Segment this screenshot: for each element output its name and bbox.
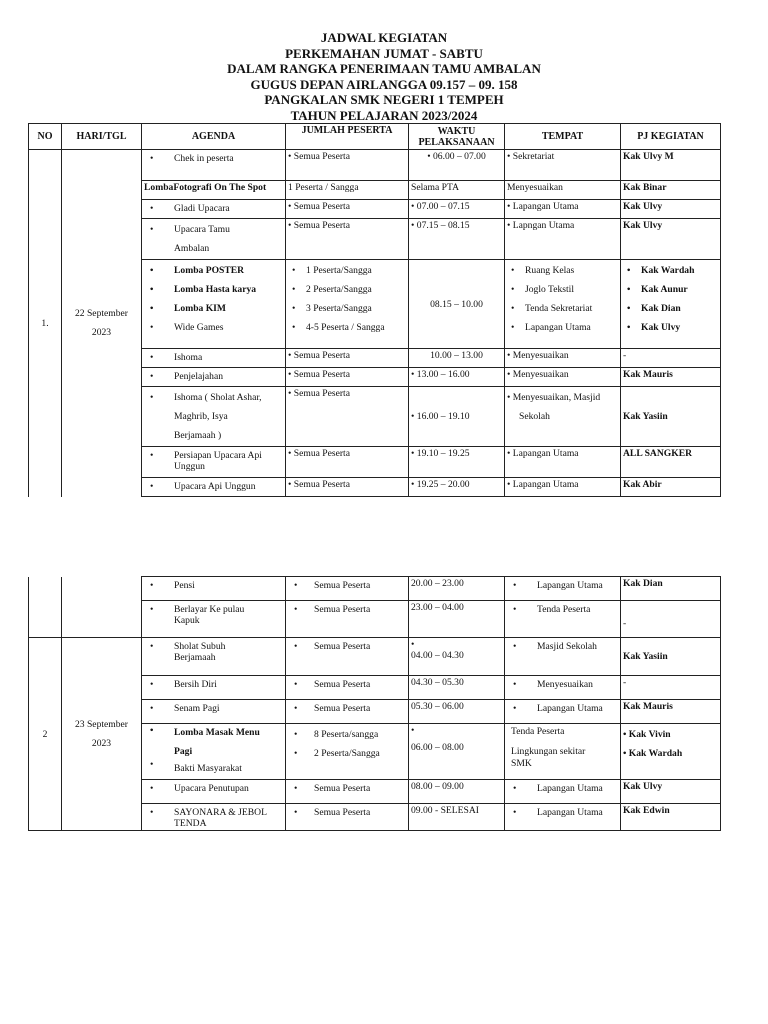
agenda-item: • Lomba Hasta karya [148, 280, 283, 299]
jumlah-item: • Semua Peserta [292, 805, 406, 818]
waktu-cell [409, 638, 505, 676]
agenda-item: • Lomba POSTER [148, 261, 283, 280]
agenda-line-1: • Sholat Subuh [174, 641, 226, 652]
jumlah-cell [286, 219, 409, 260]
tempat-cell [505, 150, 621, 181]
header-tempat: TEMPAT [505, 124, 621, 150]
pj-line-1: • Kak Vivin [623, 725, 718, 744]
header-jumlah: JUMLAH PESERTA [286, 124, 409, 150]
pj-item: • Kak Dian [627, 299, 718, 318]
tempat-item: • Lapangan Utama [511, 781, 618, 794]
pj-cell: - [621, 601, 721, 638]
tempat-item: • Tenda Sekretariat [511, 299, 618, 318]
header-agenda: AGENDA [142, 124, 286, 150]
jumlah-text: • Semua Peserta [288, 388, 350, 399]
jumlah-item: • 2 Peserta/Sangga [292, 744, 406, 763]
day-date-1: 23 September [74, 719, 129, 730]
tempat-line-2: Lingkungan sekitar [511, 746, 586, 757]
tempat-line-2: Sekolah [519, 411, 550, 422]
agenda-line-1: • Berlayar Ke pulau [174, 604, 245, 615]
tempat-cell [505, 478, 621, 497]
tempat-cell [505, 638, 621, 676]
tempat-cell [505, 260, 621, 349]
tempat-text: • Sekretariat [507, 151, 554, 162]
tempat-line-3: SMK [511, 758, 532, 769]
tempat-text: • Menyesuaikan [507, 369, 569, 380]
header-no: NO [29, 124, 62, 150]
pj-cell: Kak Ulvy [621, 200, 721, 219]
tempat-cell [505, 219, 621, 260]
waktu-text: • 07.15 – 08.15 [411, 220, 470, 231]
agenda-cell [142, 804, 286, 831]
title-line-6: TAHUN PELAJARAN 2023/2024 [290, 107, 478, 123]
waktu-cell: 08.00 – 09.00 [409, 780, 505, 804]
agenda-item: Fotografi On The Spot [173, 182, 267, 193]
tempat-cell [505, 780, 621, 804]
waktu-text: • 07.00 – 07.15 [411, 201, 470, 212]
jumlah-cell [286, 447, 409, 478]
tempat-text: • Lapangan Utama [507, 201, 579, 212]
waktu-cell [409, 724, 505, 780]
tempat-text: • Lapangan Utama [507, 479, 579, 490]
agenda-line-3: Berjamaah ) [174, 430, 222, 441]
tempat-cell [505, 676, 621, 700]
day-number: 1. [41, 317, 49, 329]
header-row [29, 124, 721, 150]
jumlah-cell [286, 368, 409, 387]
waktu-cell [409, 387, 505, 447]
jumlah-text: • Semua Peserta [288, 479, 350, 490]
jumlah-cell [286, 577, 409, 601]
tempat-cell [505, 447, 621, 478]
waktu-cell: 23.00 – 04.00 [409, 601, 505, 638]
day-number: 2 [42, 728, 48, 740]
agenda-item-text: Wide Games [174, 322, 224, 333]
agenda-item: • Senam Pagi [148, 701, 283, 714]
day-date-2: 2023 [91, 738, 112, 749]
waktu-mark: • [411, 725, 415, 736]
tempat-line-1: Tenda Peserta [511, 726, 565, 737]
waktu-cell [409, 478, 505, 497]
agenda-item: • Chek in peserta [148, 151, 283, 164]
day-date-cell [62, 150, 142, 497]
tempat-item: • Joglo Tekstil [511, 280, 618, 299]
jumlah-item: • Semua Peserta [292, 701, 406, 714]
tempat-cell [505, 200, 621, 219]
agenda-line-1: • Upacara Tamu [174, 224, 230, 235]
agenda-item [148, 448, 283, 472]
pj-cell: - [621, 349, 721, 368]
waktu-text: 04.00 – 04.30 [411, 650, 464, 661]
waktu-cell: 08.15 – 10.00 [409, 260, 505, 349]
agenda-item: • Gladi Upacara [148, 201, 283, 214]
title-line-5: PANGKALAN SMK NEGERI 1 TEMPEH [264, 92, 504, 107]
agenda-cell [142, 601, 286, 638]
waktu-cell: 05.30 – 06.00 [409, 700, 505, 724]
jumlah-cell [286, 676, 409, 700]
pj-cell: Kak Mauris [621, 368, 721, 387]
title-line-3: DALAM RANGKA PENERIMAAN TAMU AMBALAN [227, 61, 541, 76]
agenda-cell [142, 260, 286, 349]
table-row [29, 638, 721, 676]
jumlah-item: • Semua Peserta [292, 781, 406, 794]
tempat-item: • Menyesuaikan [511, 677, 618, 690]
agenda-cell [142, 638, 286, 676]
agenda-cell [142, 387, 286, 447]
day-date-cell [62, 577, 142, 638]
jumlah-text: • Semua Peserta [288, 350, 350, 361]
pj-cell: Kak Edwin [621, 804, 721, 831]
agenda-line-2: Ambalan [174, 243, 210, 254]
agenda-item [148, 388, 283, 445]
jumlah-cell [286, 601, 409, 638]
tempat-cell [505, 349, 621, 368]
jumlah-item: • 2 Peserta/Sangga [292, 280, 406, 299]
agenda-cell [142, 150, 286, 181]
tempat-item: • Masjid Sekolah [511, 639, 618, 652]
title-line-4: GUGUS DEPAN AIRLANGGA 09.157 – 09. 158 [250, 76, 518, 92]
day-number-cell [29, 577, 62, 638]
agenda-line-2: TENDA [174, 818, 207, 829]
jumlah-cell [286, 638, 409, 676]
waktu-cell: 10.00 – 13.00 [409, 349, 505, 368]
waktu-cell [409, 368, 505, 387]
tempat-cell [505, 368, 621, 387]
tempat-text: • Menyesuaikan [507, 350, 569, 361]
agenda-cell [142, 577, 286, 601]
pj-cell: - [621, 676, 721, 700]
pj-cell: Kak Yasiin [621, 638, 721, 676]
agenda-cell [142, 181, 286, 200]
agenda-item: • Bakti Masyarakat [148, 757, 283, 774]
agenda-cell [142, 700, 286, 724]
tempat-line-1: • Menyesuaikan, Masjid [507, 388, 618, 407]
jumlah-cell [286, 200, 409, 219]
waktu-mark: • [411, 639, 415, 650]
jumlah-cell [286, 780, 409, 804]
agenda-cell [142, 676, 286, 700]
agenda-item: • Ishoma [148, 350, 283, 363]
agenda-item [148, 805, 283, 829]
day-date-cell [62, 638, 142, 831]
waktu-cell [409, 200, 505, 219]
jumlah-item: • Semua Peserta [292, 677, 406, 690]
agenda-item: • Penjelajahan [148, 369, 283, 382]
jumlah-item: • Semua Peserta [292, 578, 406, 591]
agenda-line-2: Unggun [174, 461, 205, 472]
agenda-cell [142, 200, 286, 219]
tempat-item: • Ruang Kelas [511, 261, 618, 280]
waktu-text: • 06.00 – 07.00 [427, 151, 486, 162]
agenda-cell [142, 349, 286, 368]
pj-cell: Kak Yasiin [621, 387, 721, 447]
tempat-cell [505, 387, 621, 447]
jumlah-cell [286, 724, 409, 780]
waktu-text: • 16.00 – 19.10 [411, 411, 470, 422]
agenda-item: • Pensi [148, 578, 283, 591]
agenda-line-1: • Persiapan Upacara Api [174, 450, 262, 461]
tempat-item: • Lapangan Utama [511, 701, 618, 714]
day-number-cell [29, 150, 62, 497]
title-line-2: PERKEMAHAN JUMAT - SABTU [285, 45, 483, 61]
agenda-cell [142, 368, 286, 387]
agenda-line-2: Kapuk [174, 615, 200, 626]
schedule-table-part-1 [28, 123, 721, 497]
agenda-cell [142, 447, 286, 478]
waktu-text: • 19.10 – 19.25 [411, 448, 470, 459]
header-waktu [409, 124, 505, 150]
tempat-cell [505, 601, 621, 638]
tempat-cell [505, 577, 621, 601]
agenda-item: • Upacara Api Unggun [148, 479, 283, 492]
agenda-item: • Bersih Diri [148, 677, 283, 690]
pj-cell: Kak Abir [621, 478, 721, 497]
pj-cell: Kak Ulvy [621, 219, 721, 260]
jumlah-text: • Semua Peserta [288, 448, 350, 459]
agenda-cell [142, 780, 286, 804]
document-title [0, 30, 768, 123]
waktu-text: • 13.00 – 16.00 [411, 369, 470, 380]
tempat-item: • Lapangan Utama [511, 578, 618, 591]
jumlah-text: • Semua Peserta [288, 151, 350, 162]
pj-cell [621, 260, 721, 349]
table-row [29, 577, 721, 601]
agenda-line-2: Pagi [174, 746, 193, 757]
waktu-cell [409, 150, 505, 181]
waktu-cell [409, 447, 505, 478]
header-hari: HARI/TGL [62, 124, 142, 150]
jumlah-cell [286, 804, 409, 831]
jumlah-cell [286, 478, 409, 497]
pj-cell: Kak Dian [621, 577, 721, 601]
pj-item: • Kak Ulvy [627, 318, 718, 337]
jumlah-item: • Semua Peserta [292, 602, 406, 615]
schedule-table-part-2 [28, 576, 721, 831]
waktu-text: 06.00 – 08.00 [411, 742, 464, 753]
pj-cell: Kak Binar [621, 181, 721, 200]
agenda-line-1: • Ishoma ( Sholat Ashar, [174, 392, 262, 403]
header-waktu-1: WAKTU [437, 125, 476, 137]
tempat-cell [505, 724, 621, 780]
jumlah-text: • Semua Peserta [288, 220, 350, 231]
jumlah-cell: 1 Peserta / Sangga [286, 181, 409, 200]
agenda-line-2: Maghrib, Isya [174, 411, 228, 422]
jumlah-cell [286, 349, 409, 368]
header-waktu-2: PELAKSANAAN [418, 136, 495, 148]
pj-cell [621, 724, 721, 780]
agenda-item [148, 318, 283, 337]
jumlah-cell [286, 150, 409, 181]
tempat-cell [505, 804, 621, 831]
waktu-cell [409, 219, 505, 260]
waktu-text: • 19.25 – 20.00 [411, 479, 470, 490]
agenda-cell [142, 724, 286, 780]
pj-cell: Kak Ulvy [621, 780, 721, 804]
agenda-item [148, 639, 283, 663]
agenda-item [148, 725, 283, 757]
agenda-item [148, 220, 283, 258]
pj-cell: Kak Mauris [621, 700, 721, 724]
pj-cell: Kak Ulvy M [621, 150, 721, 181]
jumlah-cell [286, 387, 409, 447]
waktu-cell: 09.00 - SELESAI [409, 804, 505, 831]
waktu-cell: 20.00 – 23.00 [409, 577, 505, 601]
tempat-text: • Lapngan Utama [507, 220, 574, 231]
agenda-line-1: • SAYONARA & JEBOL [174, 807, 267, 818]
agenda-line-2: Berjamaah [174, 652, 216, 663]
jumlah-text: • Semua Peserta [288, 201, 350, 212]
agenda-item: • Upacara Penutupan [148, 781, 283, 794]
pj-item: • Kak Aunur [627, 280, 718, 299]
header-pj: PJ KEGIATAN [621, 124, 721, 150]
jumlah-item: • Semua Peserta [292, 639, 406, 652]
tempat-item: • Tenda Peserta [511, 602, 618, 615]
waktu-cell: 04.30 – 05.30 [409, 676, 505, 700]
agenda-prefix: Lomba [144, 182, 174, 193]
pj-item: • Kak Wardah [627, 261, 718, 280]
day-date-2: 2023 [91, 327, 112, 339]
day-number-cell [29, 638, 62, 831]
waktu-cell: Selama PTA [409, 181, 505, 200]
agenda-item [148, 602, 283, 626]
pj-cell: ALL SANGKER [621, 447, 721, 478]
jumlah-text: • Semua Peserta [288, 369, 350, 380]
tempat-text: • Lapangan Utama [507, 448, 579, 459]
agenda-cell [142, 219, 286, 260]
pj-line-2: • Kak Wardah [623, 744, 718, 763]
tempat-cell [505, 700, 621, 724]
day-date-1: 22 September [74, 308, 129, 320]
table-row [29, 150, 721, 181]
tempat-item: • Lapangan Utama [511, 318, 618, 337]
agenda-cell [142, 478, 286, 497]
jumlah-item: • 8 Peserta/sangga [292, 725, 406, 744]
jumlah-cell [286, 700, 409, 724]
agenda-line-1: • Lomba Masak Menu [174, 727, 260, 738]
agenda-item: • Lomba KIM [148, 299, 283, 318]
tempat-item: • Lapangan Utama [511, 805, 618, 818]
jumlah-cell [286, 260, 409, 349]
jumlah-item: • 4-5 Peserta / Sangga [292, 318, 406, 337]
jumlah-item: • 3 Peserta/Sangga [292, 299, 406, 318]
tempat-cell: Menyesuaikan [505, 181, 621, 200]
jumlah-item: • 1 Peserta/Sangga [292, 261, 406, 280]
title-line-1: JADWAL KEGIATAN [320, 30, 448, 45]
